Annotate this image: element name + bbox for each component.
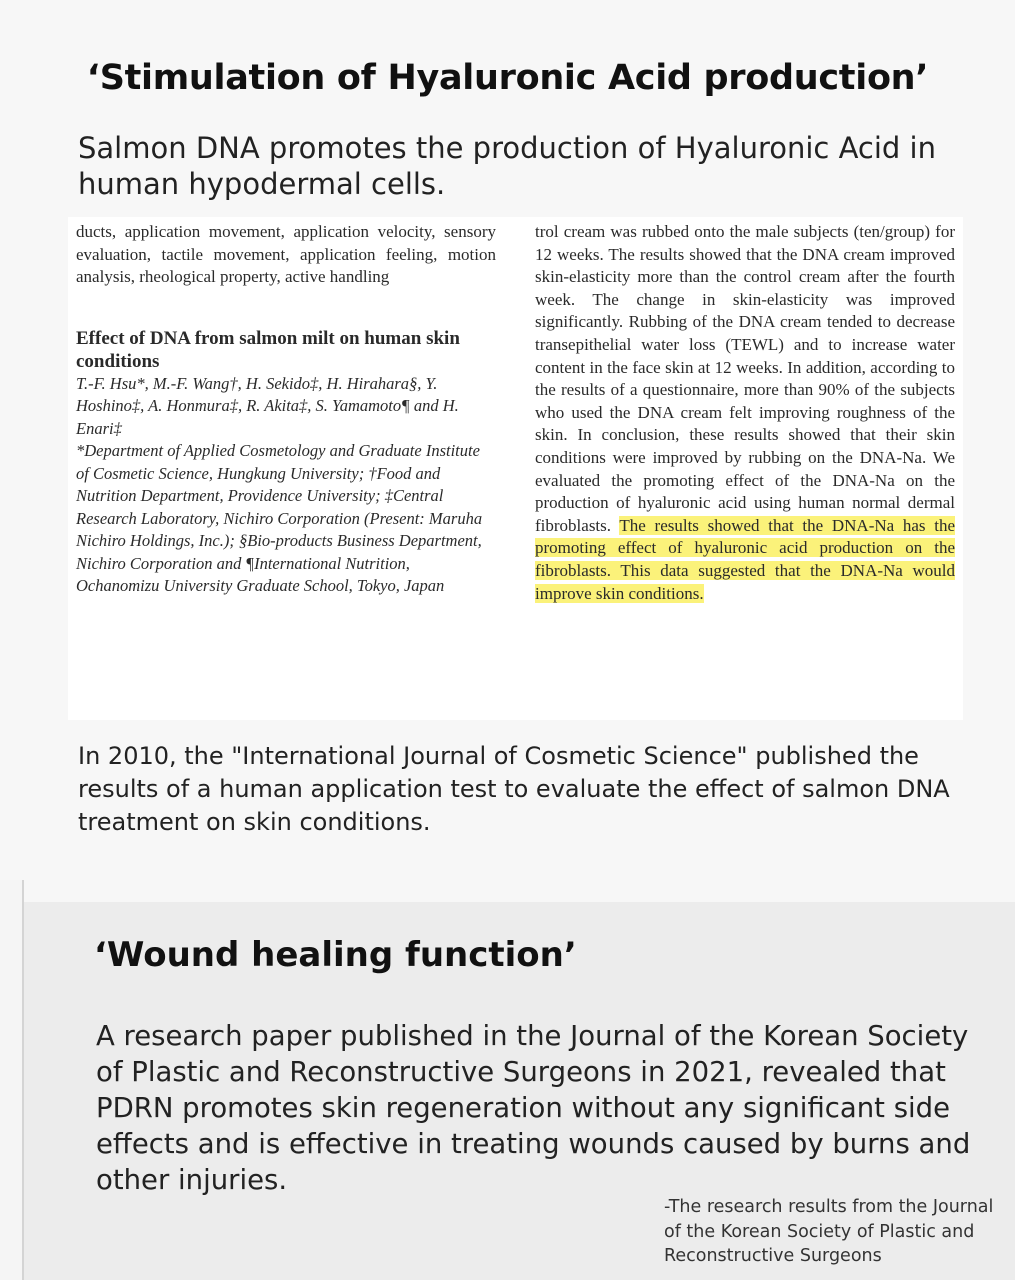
paper-authors: T.-F. Hsu*, M.-F. Wang†, H. Sekido‡, H. Hirahara§, Y. Hoshino‡, A. Honmura‡, R. Akita‡, S. Yamamoto¶ and H. Enari‡ bbox=[76, 373, 459, 438]
section-title-hyaluronic: ‘Stimulation of Hyaluronic Acid production’ bbox=[86, 58, 929, 98]
paper-title: Effect of DNA from salmon milt on human skin conditions bbox=[76, 327, 460, 372]
paper-clipping bbox=[68, 217, 963, 720]
paper-keywords: ducts, application movement, application velocity, sensory evaluation, tactile movement, application feeling, motion analysis, rheological property, active handling bbox=[76, 222, 496, 286]
section-body-wound-healing: A research paper published in the Journal of the Korean Society of Plastic and Reconstructive Surgeons in 2021, revealed that PDRN promotes skin regeneration without any significant side effects and is effective in treating wounds caused by burns and other injuries. bbox=[96, 1020, 971, 1196]
paper-highlighted-result: The results showed that the DNA-Na has the promoting effect of hyaluronic acid production on the fibroblasts. This data suggested that the DNA-Na would improve skin conditions. bbox=[535, 515, 955, 603]
source-citation: -The research results from the Journal of the Korean Society of Plastic and Reconstructive Surgeons bbox=[664, 1197, 994, 1266]
section-title-wound-healing: ‘Wound healing function’ bbox=[94, 935, 577, 975]
side-edge-divider bbox=[0, 880, 24, 1280]
paper-left-column bbox=[76, 221, 496, 598]
section-subtitle-hyaluronic: Salmon DNA promotes the production of Hyaluronic Acid in human hypodermal cells. bbox=[78, 131, 936, 201]
paper-right-column bbox=[535, 221, 955, 605]
section-description-hyaluronic: In 2010, the "International Journal of Cosmetic Science" published the results of a human application test to evaluate the effect of salmon DNA treatment on skin conditions. bbox=[78, 742, 950, 836]
paper-abstract: trol cream was rubbed onto the male subjects (ten/group) for 12 weeks. The results showed that the DNA cream improved skin-elasticity more than the control cream after the fourth week. The change in skin-elasticity was improved significantly. Rubbing of the DNA cream tended to decrease transepithelial water loss (TEWL) and to increase water content in the face skin at 12 weeks. In addition, according to the results of a questionnaire, more than 90% of the subjects who used the DNA cream felt improving roughness of the skin. In conclusion, these results showed that their skin conditions were improved by rubbing on the DNA-Na. We evaluated the promoting effect of the DNA-Na on the production of hyaluronic acid using human normal dermal fibroblasts. bbox=[535, 222, 955, 535]
paper-affiliation: *Department of Applied Cosmetology and Graduate Institute of Cosmetic Science, Hungkung University; †Food and Nutrition Department, Providence University; ‡Central Research Laboratory, Nichiro Corporation (Present: Maruha Nichiro Holdings, Inc.); §Bio-products Business Department, Nichiro Corporation and ¶International Nutrition, Ochanomizu University Graduate School, Tokyo, Japan bbox=[76, 441, 483, 595]
